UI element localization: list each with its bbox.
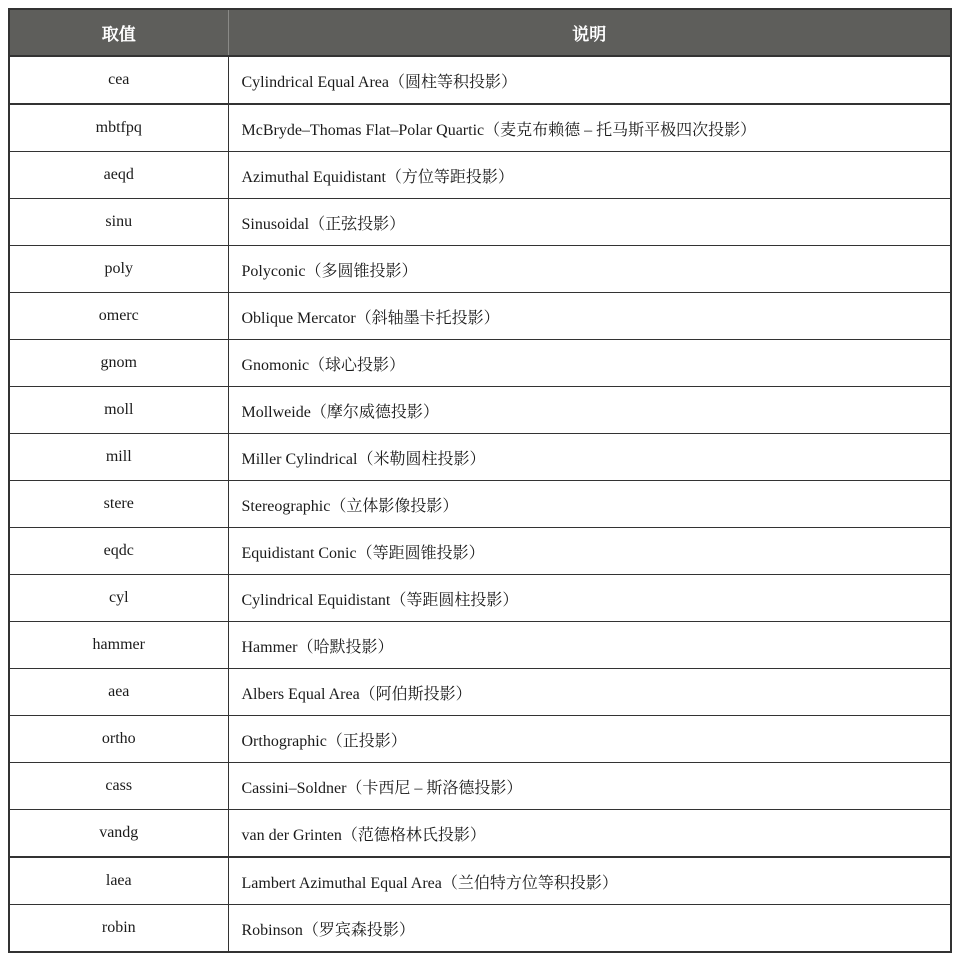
value-cell: ortho bbox=[9, 716, 228, 763]
value-cell: laea bbox=[9, 857, 228, 905]
projection-table-container bbox=[8, 8, 952, 953]
description-cell: van der Grinten（范德格林氏投影） bbox=[228, 810, 951, 858]
description-cell: Equidistant Conic（等距圆锥投影） bbox=[228, 528, 951, 575]
description-cell: Lambert Azimuthal Equal Area（兰伯特方位等积投影） bbox=[228, 857, 951, 905]
table-row bbox=[9, 810, 951, 858]
value-cell: gnom bbox=[9, 340, 228, 387]
table-row bbox=[9, 104, 951, 152]
table-row bbox=[9, 481, 951, 528]
description-cell: Robinson（罗宾森投影） bbox=[241, 921, 415, 939]
header-value: 取值 bbox=[9, 9, 228, 56]
value-cell: mill bbox=[9, 434, 228, 481]
value-cell: eqdc bbox=[9, 528, 228, 575]
description-cell: Miller Cylindrical（米勒圆柱投影） bbox=[228, 434, 951, 481]
header-row bbox=[9, 9, 951, 56]
value-cell: cyl bbox=[9, 575, 228, 622]
table-body bbox=[9, 56, 951, 952]
value-cell: moll bbox=[9, 387, 228, 434]
description-cell: McBryde–Thomas Flat–Polar Quartic（麦克布赖德 – 托马斯平极四次投影） bbox=[228, 104, 951, 152]
value-cell: poly bbox=[9, 246, 228, 293]
description-cell: Mollweide（摩尔威德投影） bbox=[228, 387, 951, 434]
table-row bbox=[9, 905, 951, 953]
table-row bbox=[9, 56, 951, 104]
table-header bbox=[9, 9, 951, 56]
value-cell: stere bbox=[9, 481, 228, 528]
value-cell: cass bbox=[9, 763, 228, 810]
value-cell: aea bbox=[9, 669, 228, 716]
description-cell: Sinusoidal（正弦投影） bbox=[228, 199, 951, 246]
table-row bbox=[9, 246, 951, 293]
projection-table bbox=[8, 8, 952, 953]
description-cell: Cassini–Soldner（卡西尼 – 斯洛德投影） bbox=[228, 763, 951, 810]
table-row bbox=[9, 857, 951, 905]
value-cell: aeqd bbox=[9, 152, 228, 199]
table-row bbox=[9, 152, 951, 199]
table-row bbox=[9, 340, 951, 387]
table-row bbox=[9, 199, 951, 246]
value-cell: omerc bbox=[9, 293, 228, 340]
description-cell: Cylindrical Equidistant（等距圆柱投影） bbox=[228, 575, 951, 622]
value-cell: hammer bbox=[9, 622, 228, 669]
description-cell: Gnomonic（球心投影） bbox=[228, 340, 951, 387]
header-description: 说明 bbox=[228, 9, 951, 56]
value-cell: sinu bbox=[9, 199, 228, 246]
value-cell: vandg bbox=[9, 810, 228, 858]
description-cell: Stereographic（立体影像投影） bbox=[228, 481, 951, 528]
description-cell: Cylindrical Equal Area（圆柱等积投影） bbox=[228, 56, 951, 104]
table-row bbox=[9, 528, 951, 575]
value-cell: cea bbox=[9, 56, 228, 104]
description-cell: Albers Equal Area（阿伯斯投影） bbox=[228, 669, 951, 716]
value-cell: robin bbox=[9, 905, 228, 953]
table-row bbox=[9, 434, 951, 481]
table-row bbox=[9, 387, 951, 434]
table-row bbox=[9, 293, 951, 340]
description-cell: Polyconic（多圆锥投影） bbox=[228, 246, 951, 293]
table-row bbox=[9, 622, 951, 669]
table-row bbox=[9, 669, 951, 716]
table-row bbox=[9, 763, 951, 810]
value-cell: mbtfpq bbox=[9, 104, 228, 152]
description-cell: Azimuthal Equidistant（方位等距投影） bbox=[228, 152, 951, 199]
description-cell: Orthographic（正投影） bbox=[228, 716, 951, 763]
description-cell: Hammer（哈默投影） bbox=[228, 622, 951, 669]
description-cell: Oblique Mercator（斜轴墨卡托投影） bbox=[228, 293, 951, 340]
table-row bbox=[9, 716, 951, 763]
table-row bbox=[9, 575, 951, 622]
